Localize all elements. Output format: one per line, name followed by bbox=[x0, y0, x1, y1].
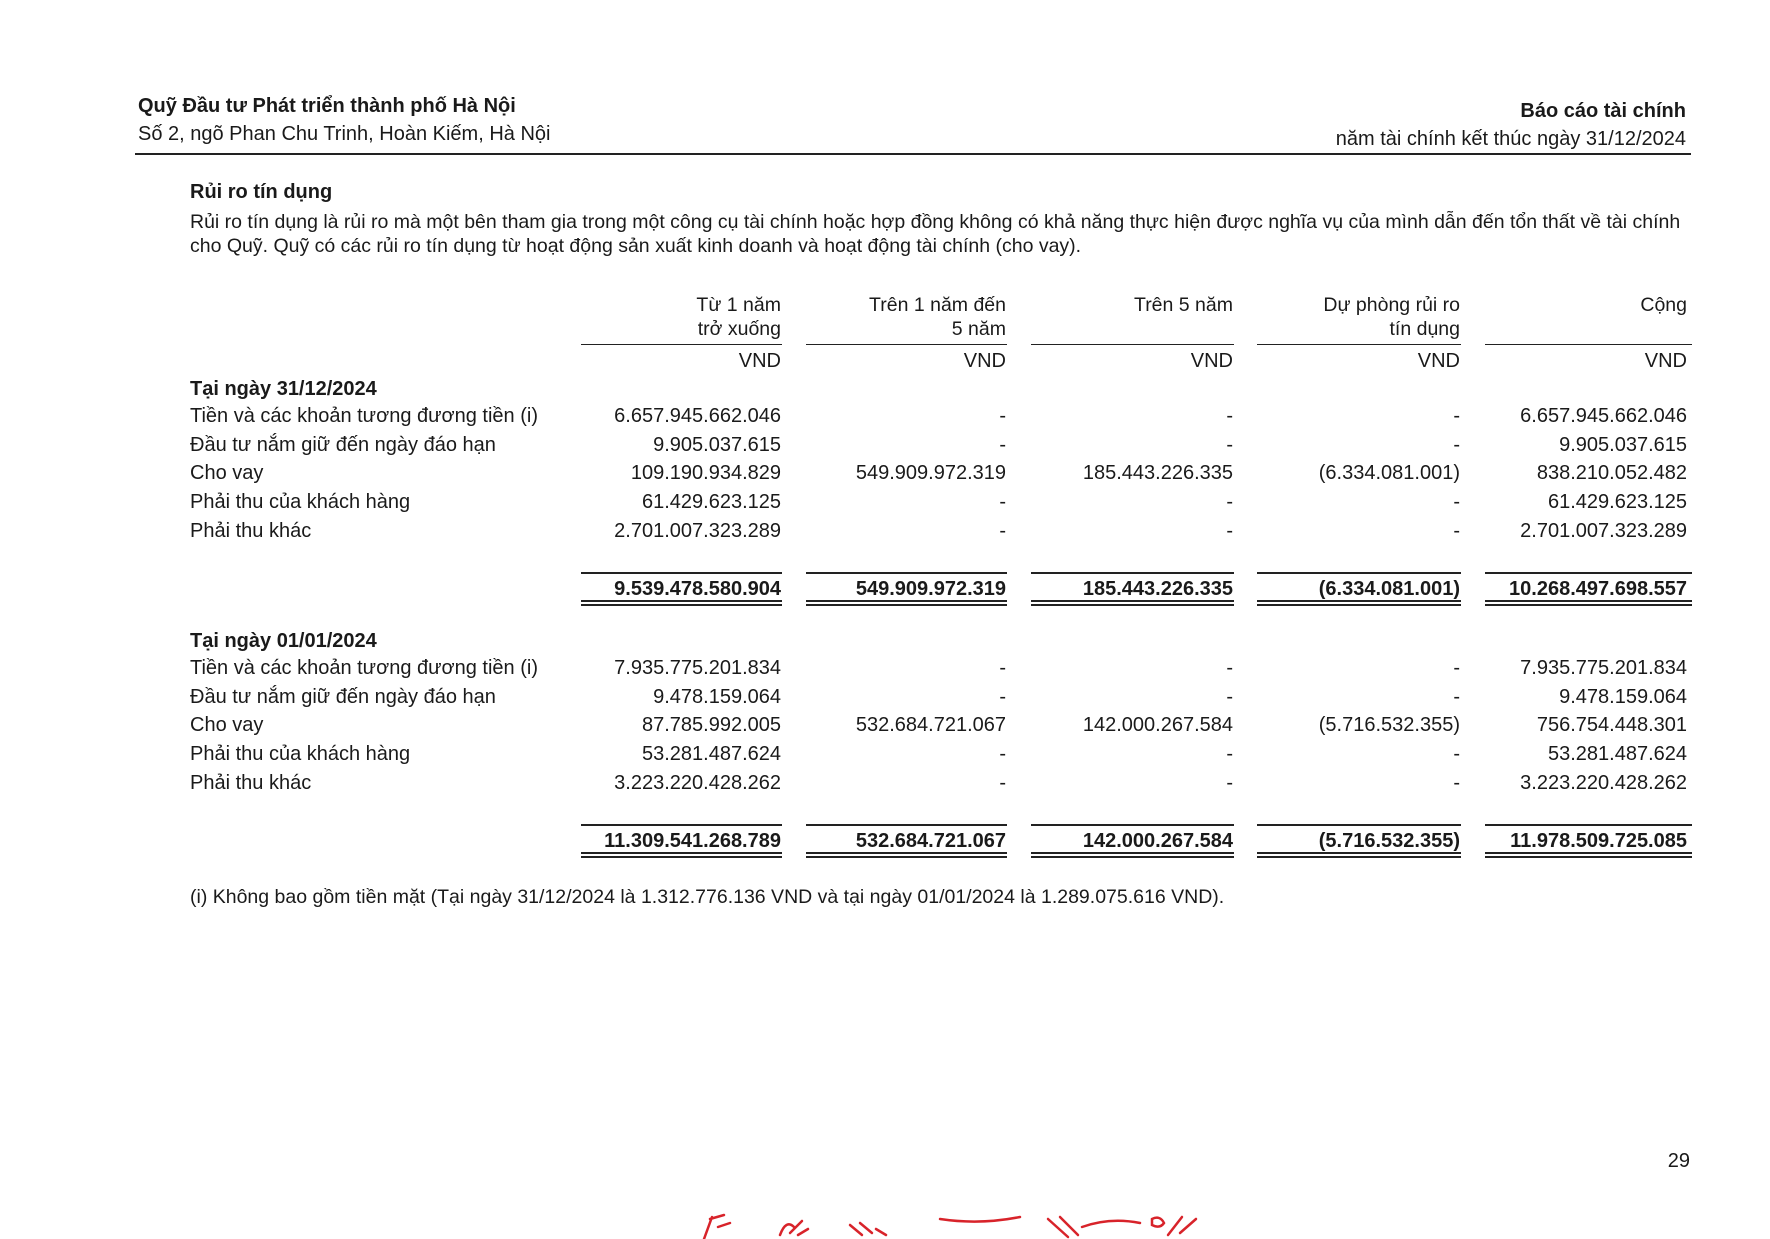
cell: - bbox=[1226, 405, 1233, 427]
unit-label: VND bbox=[1417, 350, 1460, 372]
column-header-2: Trên 1 năm đến 5 năm bbox=[869, 294, 1006, 340]
cell: 6.657.945.662.046 bbox=[614, 405, 781, 427]
cell: 532.684.721.067 bbox=[855, 714, 1006, 736]
cell: 61.429.623.125 bbox=[641, 491, 781, 513]
total-cell: 10.268.497.698.557 bbox=[1509, 578, 1687, 600]
organization-address: Số 2, ngõ Phan Chu Trinh, Hoàn Kiếm, Hà Nội bbox=[138, 123, 551, 145]
total-top-rule bbox=[1257, 572, 1461, 574]
row-label: Cho vay bbox=[190, 462, 264, 484]
column-rule bbox=[1485, 344, 1692, 345]
cell: 185.443.226.335 bbox=[1082, 462, 1233, 484]
total-cell: (5.716.532.355) bbox=[1318, 830, 1460, 852]
total-top-rule bbox=[806, 824, 1007, 826]
total-double-rule bbox=[806, 852, 1007, 858]
cell: - bbox=[1453, 686, 1460, 708]
total-double-rule bbox=[1485, 852, 1692, 858]
row-label: Phải thu của khách hàng bbox=[190, 743, 411, 765]
total-top-rule bbox=[581, 824, 782, 826]
total-top-rule bbox=[1031, 824, 1234, 826]
cell: - bbox=[999, 743, 1006, 765]
cell: 142.000.267.584 bbox=[1082, 714, 1233, 736]
row-label: Đầu tư nắm giữ đến ngày đáo hạn bbox=[190, 434, 496, 456]
cell: - bbox=[999, 657, 1006, 679]
cell: 9.478.159.064 bbox=[1559, 686, 1687, 708]
cell: - bbox=[999, 491, 1006, 513]
row-label: Phải thu khác bbox=[190, 772, 312, 794]
footnote: (i) Không bao gồm tiền mặt (Tại ngày 31/12/2024 là 1.312.776.136 VND và tại ngày 01/01/2024 là 1.289.075.616 VND). bbox=[190, 886, 1225, 908]
cell: - bbox=[999, 405, 1006, 427]
cell: - bbox=[1453, 657, 1460, 679]
cell: 2.701.007.323.289 bbox=[614, 520, 781, 542]
cell: 109.190.934.829 bbox=[630, 462, 781, 484]
total-cell: 532.684.721.067 bbox=[855, 830, 1006, 852]
cell: - bbox=[1226, 686, 1233, 708]
cell: - bbox=[1453, 491, 1460, 513]
total-top-rule bbox=[1485, 572, 1692, 574]
column-header-1: Từ 1 năm trở xuống bbox=[696, 294, 781, 340]
cell: - bbox=[1226, 520, 1233, 542]
cell: - bbox=[999, 434, 1006, 456]
cell: 3.223.220.428.262 bbox=[614, 772, 781, 794]
cell: 7.935.775.201.834 bbox=[1520, 657, 1687, 679]
cell: 9.905.037.615 bbox=[1559, 434, 1687, 456]
column-rule bbox=[806, 344, 1007, 345]
cell: - bbox=[1453, 520, 1460, 542]
cell: 53.281.487.624 bbox=[1547, 743, 1687, 765]
cell: 9.478.159.064 bbox=[653, 686, 781, 708]
cell: 53.281.487.624 bbox=[641, 743, 781, 765]
page-number: 29 bbox=[1667, 1150, 1690, 1172]
total-double-rule bbox=[1485, 600, 1692, 606]
cell: 9.905.037.615 bbox=[653, 434, 781, 456]
total-double-rule bbox=[806, 600, 1007, 606]
column-rule bbox=[1257, 344, 1461, 345]
cell: 7.935.775.201.834 bbox=[614, 657, 781, 679]
total-cell: 549.909.972.319 bbox=[855, 578, 1006, 600]
cell: - bbox=[999, 686, 1006, 708]
cell: 3.223.220.428.262 bbox=[1520, 772, 1687, 794]
cell: - bbox=[999, 520, 1006, 542]
cell: - bbox=[1226, 743, 1233, 765]
cell: (5.716.532.355) bbox=[1318, 714, 1460, 736]
row-label: Phải thu của khách hàng bbox=[190, 491, 411, 513]
cell: 61.429.623.125 bbox=[1547, 491, 1687, 513]
cell: - bbox=[1453, 434, 1460, 456]
total-top-rule bbox=[1031, 572, 1234, 574]
total-cell: 142.000.267.584 bbox=[1082, 830, 1233, 852]
column-header-5: Cộng bbox=[1640, 294, 1687, 316]
cell: - bbox=[1453, 772, 1460, 794]
cell: - bbox=[1226, 772, 1233, 794]
row-label: Đầu tư nắm giữ đến ngày đáo hạn bbox=[190, 686, 496, 708]
cell: 2.701.007.323.289 bbox=[1520, 520, 1687, 542]
total-double-rule bbox=[1257, 600, 1461, 606]
unit-label: VND bbox=[963, 350, 1006, 372]
column-rule bbox=[1031, 344, 1234, 345]
cell: (6.334.081.001) bbox=[1318, 462, 1460, 484]
cell: - bbox=[1453, 405, 1460, 427]
total-top-rule bbox=[581, 572, 782, 574]
red-stamp-fragment bbox=[690, 1205, 1230, 1239]
cell: - bbox=[999, 772, 1006, 794]
unit-label: VND bbox=[1190, 350, 1233, 372]
group-heading: Tại ngày 01/01/2024 bbox=[190, 630, 377, 652]
report-period: năm tài chính kết thúc ngày 31/12/2024 bbox=[1335, 128, 1686, 150]
organization-name: Quỹ Đầu tư Phát triển thành phố Hà Nội bbox=[138, 95, 516, 117]
cell: - bbox=[1226, 434, 1233, 456]
total-double-rule bbox=[1257, 852, 1461, 858]
total-cell: 185.443.226.335 bbox=[1082, 578, 1233, 600]
report-title: Báo cáo tài chính bbox=[1520, 100, 1686, 122]
cell: - bbox=[1226, 657, 1233, 679]
total-double-rule bbox=[1031, 600, 1234, 606]
cell: 6.657.945.662.046 bbox=[1520, 405, 1687, 427]
cell: - bbox=[1226, 491, 1233, 513]
total-top-rule bbox=[806, 572, 1007, 574]
total-top-rule bbox=[1485, 824, 1692, 826]
group-heading: Tại ngày 31/12/2024 bbox=[190, 378, 377, 400]
total-double-rule bbox=[581, 852, 782, 858]
total-double-rule bbox=[581, 600, 782, 606]
cell: 838.210.052.482 bbox=[1536, 462, 1687, 484]
row-label: Cho vay bbox=[190, 714, 264, 736]
total-cell: 9.539.478.580.904 bbox=[614, 578, 781, 600]
column-header-3: Trên 5 năm bbox=[1134, 294, 1233, 316]
cell: 87.785.992.005 bbox=[641, 714, 781, 736]
total-cell: 11.978.509.725.085 bbox=[1510, 830, 1687, 852]
total-double-rule bbox=[1031, 852, 1234, 858]
unit-label: VND bbox=[738, 350, 781, 372]
cell: - bbox=[1453, 743, 1460, 765]
cell: 756.754.448.301 bbox=[1536, 714, 1687, 736]
total-top-rule bbox=[1257, 824, 1461, 826]
section-heading: Rủi ro tín dụng bbox=[190, 181, 333, 203]
section-body: Rủi ro tín dụng là rủi ro mà một bên tham gia trong một công cụ tài chính hoặc hợp đồng không có khả năng thực hiện được nghĩa vụ của mình dẫn đến tổn thất về tài chính cho Quỹ. Quỹ có các rủi ro tín dụng từ hoạt động sản xuất kinh doanh và hoạt động tài chính (cho vay). bbox=[190, 211, 1681, 257]
column-rule bbox=[581, 344, 782, 345]
row-label: Tiền và các khoản tương đương tiền (i) bbox=[190, 405, 538, 427]
header-divider bbox=[135, 153, 1691, 155]
column-header-4: Dự phòng rủi ro tín dụng bbox=[1323, 294, 1460, 340]
row-label: Phải thu khác bbox=[190, 520, 312, 542]
row-label: Tiền và các khoản tương đương tiền (i) bbox=[190, 657, 538, 679]
total-cell: 11.309.541.268.789 bbox=[604, 830, 781, 852]
unit-label: VND bbox=[1644, 350, 1687, 372]
cell: 549.909.972.319 bbox=[855, 462, 1006, 484]
total-cell: (6.334.081.001) bbox=[1318, 578, 1460, 600]
